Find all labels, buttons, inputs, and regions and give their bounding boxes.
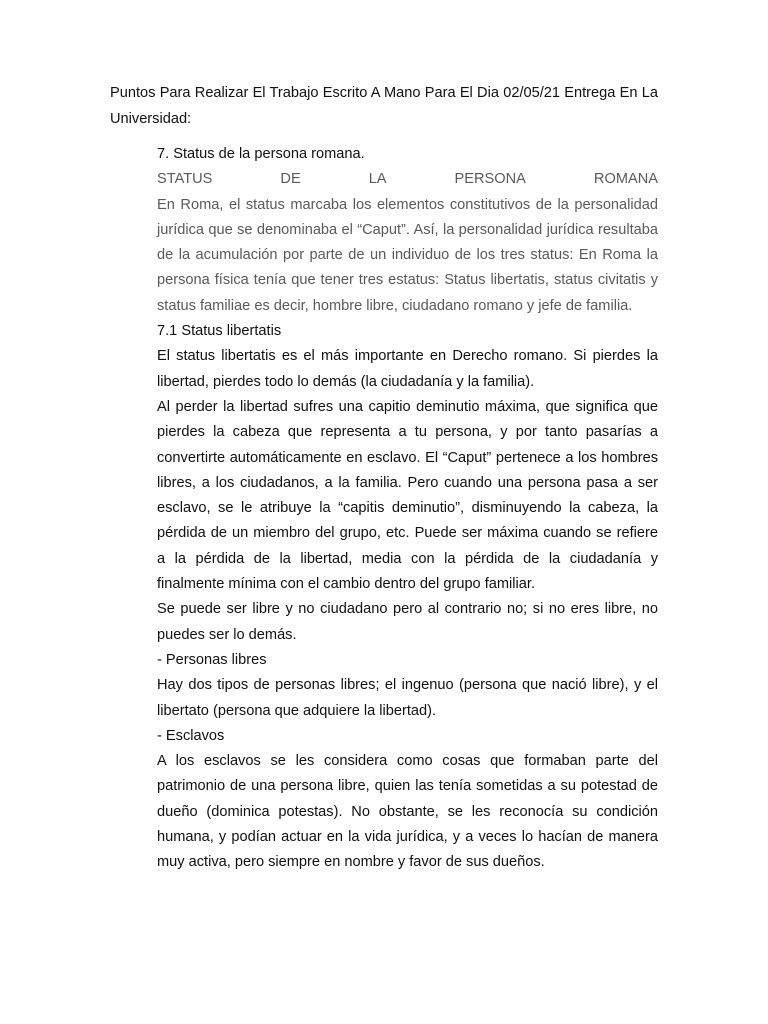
document-body	[157, 142, 658, 876]
list-item-esclavos: - Esclavos	[157, 727, 225, 744]
quote-heading-word: PERSONA	[454, 171, 526, 188]
paragraph: Se puede ser libre y no ciudadano pero al contrario no; si no eres libre, no puedes ser lo demás.	[157, 601, 658, 643]
quote-heading-word: LA	[368, 171, 387, 188]
section-heading: 7. Status de la persona romana.	[157, 146, 365, 162]
quote-heading	[157, 167, 658, 192]
document-title: Puntos Para Realizar El Trabajo Escrito A Mano Para El Dia 02/05/21 Entrega En La Universidad:	[110, 85, 658, 127]
subsection-heading: 7.1 Status libertatis	[157, 323, 282, 340]
quote-paragraph: En Roma, el status marcaba los elementos constitutivos de la personalidad jurídica que se denominaba el “Caput”. Así, la personalidad jurídica resultaba de la acumulación por parte de un individuo de los tres status: En Roma la persona física tenía que tener tres estatus: Status libertatis, status civitatis y status familiae es decir, hombre libre, ciudadano romano y jefe de familia.	[157, 196, 658, 314]
paragraph: A los esclavos se les considera como cosas que formaban parte del patrimonio de una persona libre, quien las tenía sometidas a su potestad de dueño (dominica potestas). No obstante, se les reconocía su condición humana, y podían actuar en la vida jurídica, y a veces lo hacían de manera muy activa, pero siempre en nombre y favor de sus dueños.	[157, 753, 658, 871]
list-item-personas-libres: - Personas libres	[157, 651, 267, 668]
quote-heading-word: ROMANA	[593, 171, 658, 188]
paragraph: Al perder la libertad sufres una capitio deminutio máxima, que significa que pierdes la cabeza que representa a tu persona, y por tanto pasarías a convertirte automáticamente en esclavo. El “Caput” pertenece a los hombres libres, a los ciudadanos, a la familia. Pero cuando una persona pasa a ser esclavo, se le atribuye la “capitis deminutio”, disminuyendo la cabeza, la pérdida de un miembro del grupo, etc. Puede ser máxima cuando se refiere a la pérdida de la libertad, media con la pérdida de la ciudadanía y finalmente mínima con el cambio dentro del grupo familiar.	[157, 398, 658, 593]
paragraph: El status libertatis es el más importante en Derecho romano. Si pierdes la libertad, pierdes todo lo demás (la ciudadanía y la familia).	[157, 348, 658, 390]
quote-heading-word: STATUS	[157, 171, 213, 188]
quote-heading-word: DE	[280, 171, 301, 188]
paragraph: Hay dos tipos de personas libres; el ingenuo (persona que nació libre), y el libertato (persona que adquiere la libertad).	[157, 677, 658, 719]
